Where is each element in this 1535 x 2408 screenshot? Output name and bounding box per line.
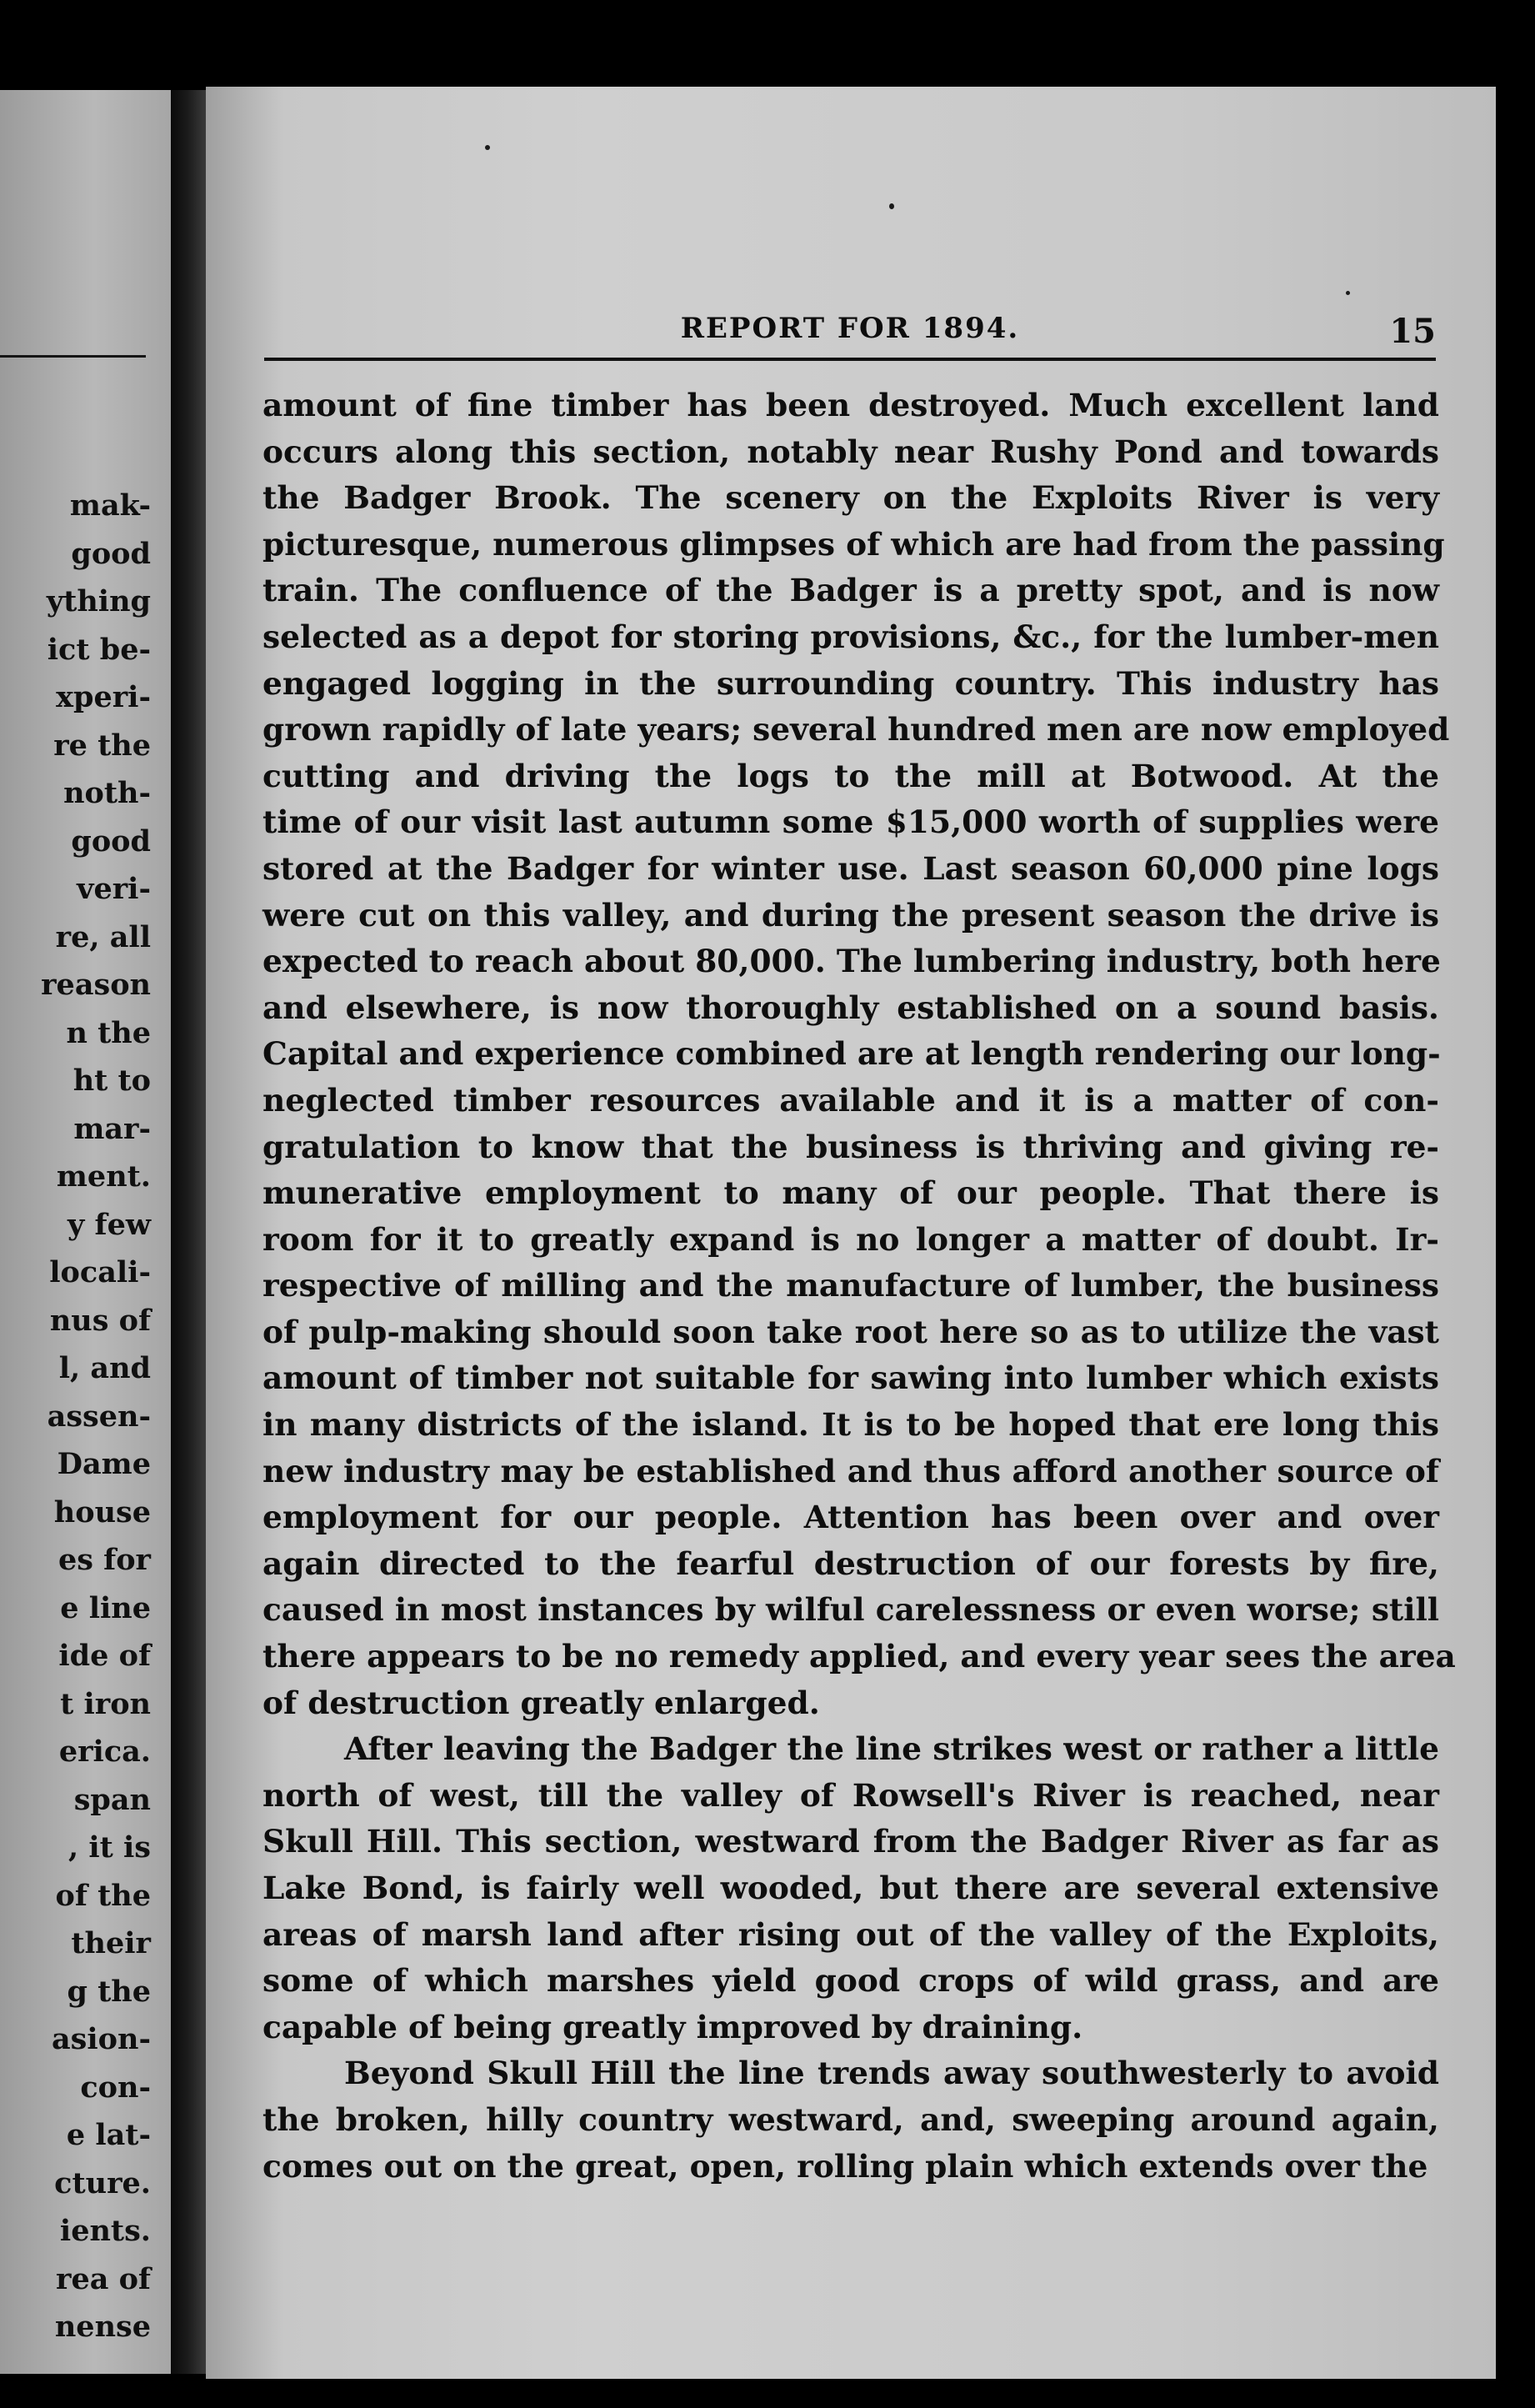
previous-page-fragment: noth-	[63, 776, 151, 810]
previous-page-fragment: Dame	[57, 1447, 151, 1481]
previous-page-fragment: mar-	[73, 1111, 151, 1146]
text-line: and elsewhere, is now thoroughly established on a sound basis.	[262, 989, 1439, 1026]
text-line: north of west, till the valley of Rowsell's River is reached, near	[262, 1776, 1439, 1814]
previous-page-fragment: re, all	[55, 919, 151, 954]
text-line: in many districts of the island. It is to be hoped that ere long this	[262, 1406, 1439, 1444]
text-line: there appears to be no remedy applied, and every year sees the area	[262, 1638, 1456, 1675]
scan-speck	[485, 145, 490, 150]
text-line: neglected timber resources available and it is a matter of con-	[262, 1081, 1439, 1119]
previous-page-fragment: ide of	[58, 1639, 151, 1673]
paragraph	[262, 383, 1456, 1726]
text-line: employment for our people. Attention has been over and over	[262, 1499, 1439, 1536]
previous-page-fragment: ict be-	[47, 632, 151, 667]
text-line: grown rapidly of late years; several hundred men are now employed	[262, 711, 1450, 748]
body-text	[262, 383, 1456, 2190]
text-line: were cut on this valley, and during the present season the drive is	[262, 896, 1439, 934]
text-line: caused in most instances by wilful carelessness or even worse; still	[262, 1591, 1439, 1629]
previous-page-fragment: e lat-	[66, 2118, 151, 2152]
text-line: occurs along this section, notably near Rushy Pond and towards	[262, 433, 1439, 470]
previous-page-fragment: assen-	[47, 1399, 151, 1434]
previous-page-header-rule	[0, 355, 146, 358]
running-head: REPORT FOR 1894.	[680, 312, 1020, 345]
previous-page-fragment: house	[53, 1494, 151, 1529]
text-line: time of our visit last autumn some $15,000 worth of supplies were	[262, 804, 1439, 841]
text-line: some of which marshes yield good crops of wild grass, and are	[262, 1962, 1439, 2000]
previous-page-fragment: nus of	[49, 1303, 151, 1338]
previous-page-fragment: reason	[41, 968, 151, 1002]
text-line: stored at the Badger for winter use. Last season 60,000 pine logs	[262, 849, 1439, 887]
previous-page-fragment: veri-	[77, 872, 151, 906]
text-line: Skull Hill. This section, westward from the Badger River as far as	[262, 1823, 1439, 1860]
previous-page-fragment: ients.	[59, 2214, 151, 2248]
previous-page-fragment: ment.	[56, 1159, 151, 1194]
book-page	[206, 87, 1496, 2379]
previous-page-text-fragments	[41, 482, 151, 2351]
text-line: munerative employment to many of our people. That there is	[262, 1174, 1439, 1212]
text-line: the broken, hilly country westward, and, sweeping around again,	[262, 2100, 1439, 2138]
text-line: expected to reach about 80,000. The lumbering industry, both here	[262, 943, 1441, 980]
page-header	[264, 312, 1436, 362]
text-line: areas of marsh land after rising out of the valley of the Exploits,	[262, 1915, 1439, 1953]
text-line: cutting and driving the logs to the mill at Botwood. At the	[262, 757, 1439, 794]
previous-page-edge	[0, 90, 171, 2374]
previous-page-fragment: es for	[58, 1543, 151, 1577]
header-rule	[264, 358, 1436, 361]
previous-page-fragment: xperi-	[56, 680, 151, 714]
text-line: Beyond Skull Hill the line trends away southwesterly to avoid	[344, 2055, 1439, 2092]
text-line: room for it to greatly expand is no longer a matter of doubt. Ir-	[262, 1220, 1439, 1258]
text-line: the Badger Brook. The scenery on the Exploits River is very	[262, 479, 1439, 517]
text-line: respective of milling and the manufacture of lumber, the business	[262, 1267, 1439, 1304]
text-line: of destruction greatly enlarged.	[262, 1684, 820, 1721]
previous-page-fragment: erica.	[58, 1735, 151, 1769]
previous-page-fragment: g the	[67, 1974, 151, 2009]
text-line: Lake Bond, is fairly well wooded, but there are several extensive	[262, 1870, 1439, 1906]
previous-page-fragment: their	[71, 1926, 151, 1960]
previous-page-fragment: locali-	[49, 1255, 151, 1289]
previous-page-fragment: rea of	[56, 2261, 151, 2296]
previous-page-fragment: y few	[68, 1207, 151, 1242]
previous-page-fragment: of the	[55, 1878, 151, 1913]
scan-speck	[1346, 291, 1350, 295]
text-line: train. The confluence of the Badger is a pretty spot, and is now	[262, 572, 1439, 609]
text-line: of pulp-making should soon take root here so as to utilize the vast	[262, 1313, 1439, 1350]
text-line: amount of fine timber has been destroyed. Much excellent land	[262, 387, 1439, 423]
paragraph	[262, 1726, 1439, 2050]
text-line: engaged logging in the surrounding country. This industry has	[262, 664, 1439, 702]
previous-page-fragment: n the	[66, 1015, 151, 1050]
previous-page-fragment: re the	[53, 728, 151, 763]
text-line: new industry may be established and thus afford another source of	[262, 1452, 1439, 1489]
previous-page-fragment: good	[71, 824, 151, 859]
text-line: again directed to the fearful destruction of our forests by fire,	[262, 1544, 1439, 1582]
text-line: comes out on the great, open, rolling plain which extends over the	[262, 2147, 1428, 2185]
previous-page-fragment: mak-	[69, 488, 151, 523]
scan-speck	[889, 203, 894, 209]
text-line: After leaving the Badger the line strikes west or rather a little	[344, 1730, 1439, 1768]
text-line: picturesque, numerous glimpses of which are had from the passing	[262, 525, 1445, 563]
previous-page-fragment: l, and	[58, 1351, 151, 1385]
previous-page-fragment: e line	[60, 1590, 151, 1625]
text-line: capable of being greatly improved by draining.	[262, 2008, 1083, 2045]
previous-page-fragment: asion-	[52, 2022, 151, 2056]
previous-page-fragment: ht to	[72, 1064, 151, 1098]
previous-page-fragment: span	[73, 1782, 151, 1817]
book-binding-gutter	[171, 90, 206, 2374]
previous-page-fragment: ything	[46, 584, 151, 618]
previous-page-fragment: con-	[80, 2070, 151, 2105]
text-line: gratulation to know that the business is thriving and giving re-	[262, 1128, 1439, 1165]
previous-page-fragment: cture.	[54, 2165, 151, 2200]
text-line: Capital and experience combined are at length rendering our long-	[262, 1035, 1441, 1073]
text-line: selected as a depot for storing provisions, &c., for the lumber-men	[262, 618, 1439, 655]
previous-page-fragment: nense	[54, 2310, 151, 2344]
paragraph	[262, 2050, 1439, 2190]
previous-page-fragment: , it is	[68, 1830, 151, 1865]
previous-page-fragment: t iron	[60, 1686, 151, 1721]
text-line: amount of timber not suitable for sawing into lumber which exists	[262, 1359, 1439, 1397]
previous-page-fragment: good	[71, 536, 151, 571]
page-number: 15	[1389, 312, 1436, 351]
